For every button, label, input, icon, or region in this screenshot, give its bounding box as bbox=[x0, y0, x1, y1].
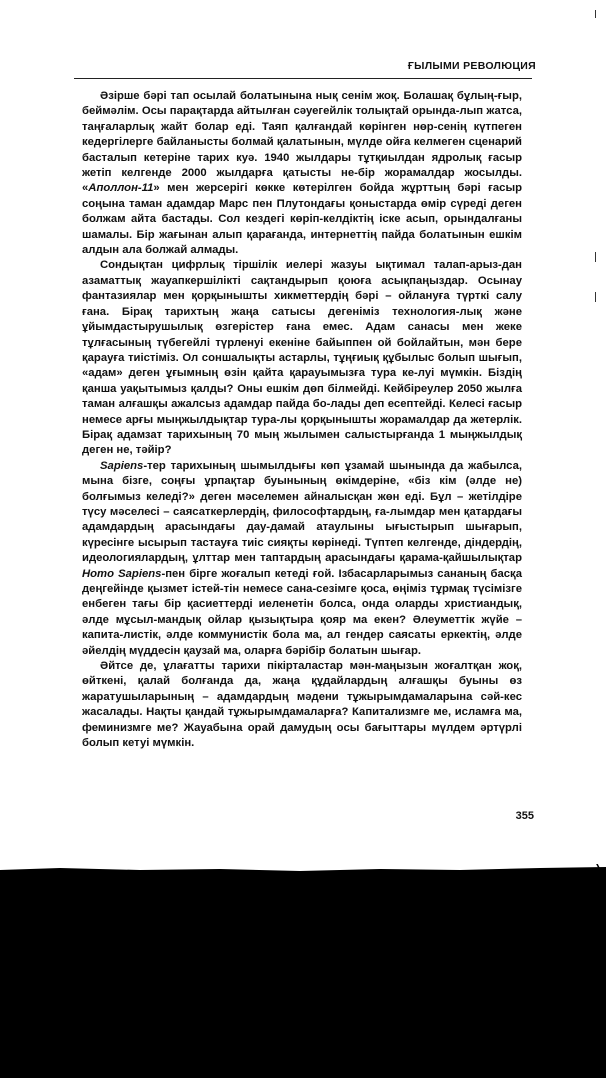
paragraph bbox=[82, 459, 522, 659]
italic-run: Sapiens bbox=[100, 459, 144, 472]
text-run: -пен бірге жоғалып кетеді ғой. Ізбасарларымыз сананың басқа деңгейінде қызмет істей-тін немесе сана-сезімге қоса, өңіміз тұрмақ түсімізге енбеген тағы бір қасиеттерді иеленетін болса, онда оларды христиандық, әлде мұсыл-мандық ойлар қызықтыра қояр ма екен? Әлеуметтік жүйе – капита-листік, әлде коммунистік бола ма, ал гендер саясаты еркектің, әлде әйелдің мүддесін қаузай ма, оларға бәрібір болатын шығар. bbox=[82, 567, 522, 657]
italic-run: Аполлон-11 bbox=[88, 182, 154, 195]
paragraph bbox=[82, 659, 522, 751]
text-run: Әзірше бәрі тап осылай болатынына нық сенім жоқ. Болашақ бұлың-ғыр, беймәлім. Осы парақтарда айтылған сәуегейлік толықтай орында-лып жатса, таңғаларлық жайт болар еді. Таяп қалғандай көрінген нөр-сенің күтпеген кедергілерге байланысты болмай қалатынын, мүлде ойға келмеген сценарий басталып кетеріне тарих куә. 1940 жылдары тұтқиылдан ядролық ғасыр жетіп келгенде 2000 жылдарға қатысты не-бір жорамалдар жосылды. « bbox=[82, 90, 522, 195]
margin-mark bbox=[595, 252, 596, 262]
italic-run: Homo Sapiens bbox=[82, 567, 162, 580]
text-run: -тер тарихының шымылдығы көп ұзамай шынында да жабылса, мына бізге, соңғы ұрпақтар буынының өкімдеріне, «біз кім (әлде не) болғымыз келеді?» деген мәселемен айналысқан жөн еді. Бұл – жетілдіре түсу мәселесі – саясаткерлердің, философтардың, ға-лымдар мен қатардағы адамдардың арасындағы дау-дамай атаулыны ығыстырып шығарып, күресінге ысырып тастауға тиіс сияқты көрінеді. Түптеп келгенде, діндердің, идеологиялардың, ұлттар мен таптардың арасындағы қарама-қайшылықтар bbox=[82, 459, 522, 565]
text-run: Әйтсе де, ұлағатты тарихи пікірталастар мән-маңызын жоғалтқан жоқ, өйткені, қалай болғанда да, жаңа құдайлардың алғашқы буыны өз жаратушыларының – адамдардың мәдени тұжырымдамаларына сәй-кес жасалады. Нақты қандай тұжырымдамаларға? Капитализмге ме, исламға ма, феминизмге ме? Жауабына орай дамудың осы бағыттары мүлдем әртүрлі болып кетуі мүмкін. bbox=[82, 660, 522, 750]
text-run: Сондықтан цифрлық тіршілік иелері жазуы ықтимал талап-арыз-дан азаматтық жауапкершілікті сақтандырып қоюға асықпаңыздар. Осынау фантазиялар мен қорқынышты хикметтердің бәрі – ойлануға түрткі салу ғана. Бірақ тарихтың жаңа сатысы дегеніміз технология-лық және ұйымдастырушылық өзгерістер ғана емес. Адам санасы мен жеке тұлғасының түбегейлі түрленуі екеніне байыппен ой бойлайтын, мән бере қарауға тиістіміз. Ол соншалықты астарлы, тұңғиық құбылыс болып шығып, «адам» деген ұғымның өзін қайта қарауымызға тура ке-луі мүмкін. Біздің қанша уақытымыз қалды? Оны ешкім дөп білмейді. Кейбіреулер 2050 жылға таман алғашқы ажалсыз адамдар пайда бо-лады деп есептейді. Келесі ғасыр немесе арғы мыңжылдықтар тура-лы қорқынышты жорамалдар да жетерлік. Бірақ адамзат тарихының 70 мың жылымен салыстырғанда 1 мыңжылдық деген не, тәйір? bbox=[82, 259, 522, 457]
body-text bbox=[82, 89, 522, 751]
page-number: 355 bbox=[515, 810, 534, 822]
paragraph bbox=[82, 258, 522, 458]
paragraph bbox=[82, 89, 522, 258]
scan-shadow-edge bbox=[0, 864, 606, 874]
running-head: ҒЫЛЫМИ РЕВОЛЮЦИЯ bbox=[407, 60, 536, 72]
scan-dark-area bbox=[0, 874, 606, 1078]
header-rule bbox=[74, 78, 532, 79]
text-run: » мен жерсерігі көкке көтерілген бойда жұрттың бәрі ғасыр соңына таман адамдар Марс пен Плутондағы қоныстарда өмір сүреді деген болжам айта бастады. Сол кездегі көріп-келдіктің іске асып, орындалғаны шамалы. Бір жағынан алып қарағанда, интернеттің пайда болатынын ешкім алдын ала болжай алмады. bbox=[82, 182, 522, 257]
margin-mark bbox=[595, 10, 596, 18]
margin-mark bbox=[595, 292, 596, 302]
